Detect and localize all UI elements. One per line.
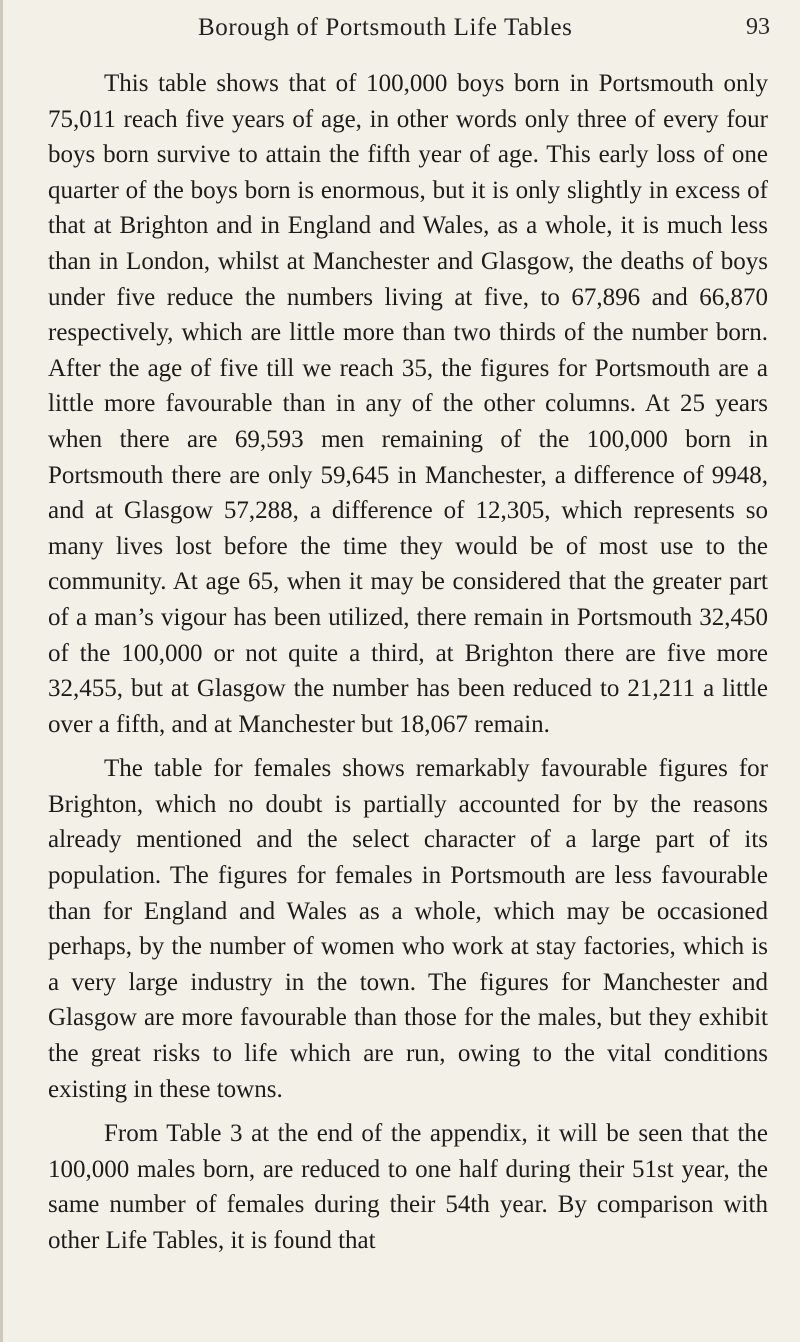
body-text (48, 66, 768, 1268)
page-number: 93 (746, 14, 770, 40)
paragraph-1: This table shows that of 100,000 boys born in Portsmouth only 75,011 reach five years of age, in other words only three of every four boys born survive to attain the fifth year of age. This early loss of one quarter of the boys born is enormous, but it is only slightly in excess of that at Brighton and in England and Wales, as a whole, it is much less than in London, whilst at Manchester and Glasgow, the deaths of boys under five reduce the numbers living at five, to 67,896 and 66,870 respectively, which are little more than two thirds of the number born. After the age of five till we reach 35, the figures for Portsmouth are a little more favourable than in any of the other columns. At 25 years when there are 69,593 men remaining of the 100,000 born in Portsmouth there are only 59,645 in Manchester, a difference of 9948, and at Glasgow 57,288, a difference of 12,305, which represents so many lives lost before the time they would be of most use to the community. At age 65, when it may be considered that the greater part of a man’s vigour has been utilized, there remain in Portsmouth 32,450 of the 100,000 or not quite a third, at Brighton there are five more 32,455, but at Glasgow the number has been reduced to 21,211 a little over a fifth, and at Manchester but 18,067 remain. (48, 70, 768, 738)
running-header (0, 8, 800, 48)
paragraph-3: From Table 3 at the end of the appendix, it will be seen that the 100,000 males born, are reduced to one half during their 51st year, the same number of females during their 54th year. By comparison with other Life Tables, it is found that (48, 1120, 768, 1254)
paragraph-2: The table for females shows remarkably favourable figures for Brighton, which no doubt is partially accounted for by the reasons already mentioned and the select character of a large part of its population. The figures for females in Portsmouth are less favourable than for England and Wales as a whole, which may be occasioned perhaps, by the number of women who work at stay factories, which is a very large industry in the town. The figures for Manchester and Glasgow are more favourable than those for the males, but they exhibit the great risks to life which are run, owing to the vital conditions existing in these towns. (48, 755, 768, 1103)
page-edge (0, 0, 3, 1342)
running-title: Borough of Portsmouth Life Tables (198, 14, 573, 41)
